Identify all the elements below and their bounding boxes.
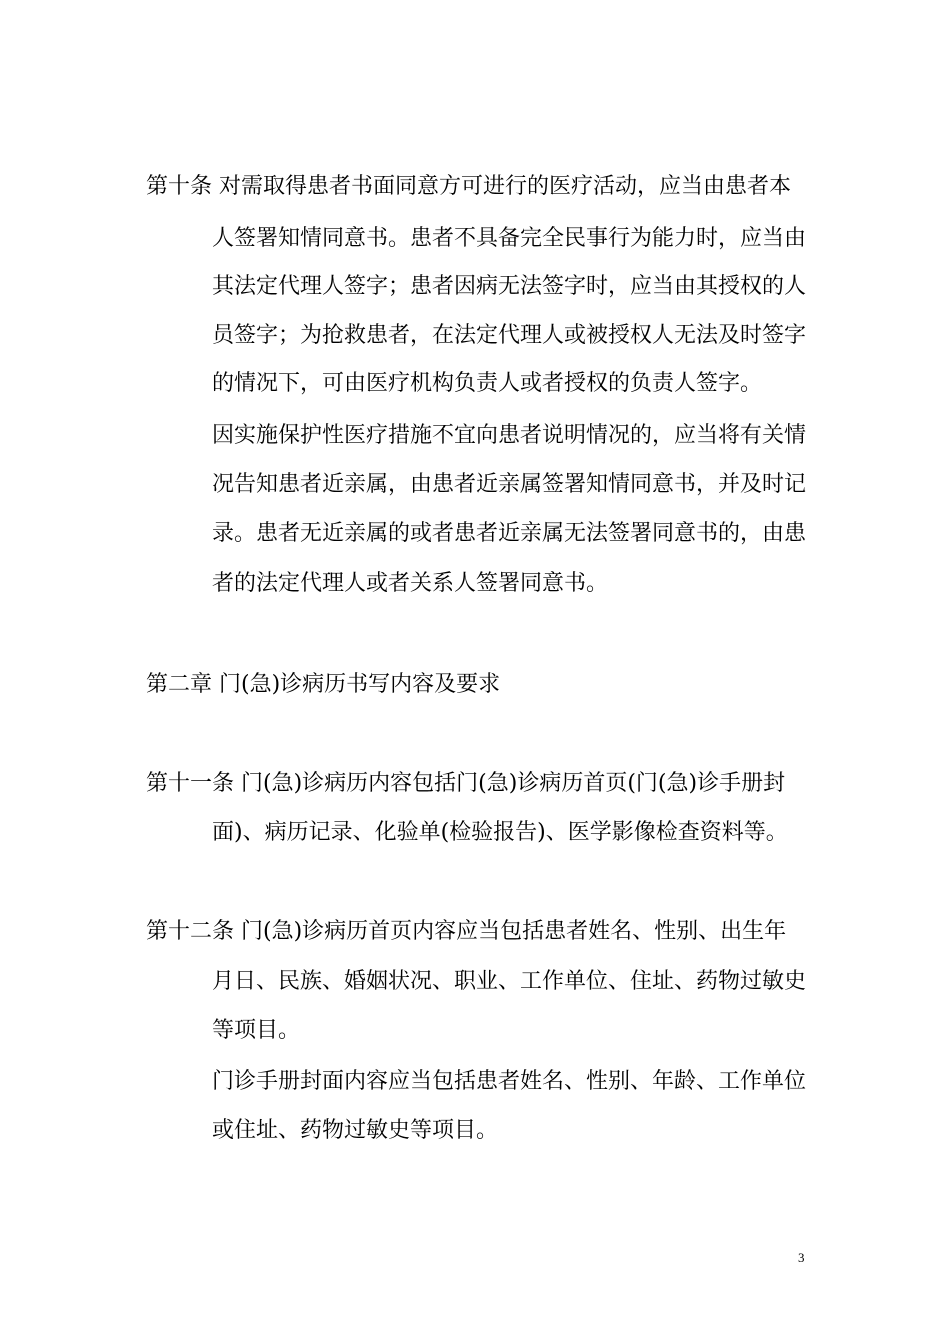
chapter-2-title: 第二章 门(急)诊病历书写内容及要求 — [146, 672, 501, 697]
article-10-line-4: 员签字；为抢救患者，在法定代理人或被授权人无法及时签字 — [212, 323, 807, 348]
article-12-line-2: 月日、民族、婚姻状况、职业、工作单位、住址、药物过敏史 — [212, 969, 807, 994]
article-11-line-2: 面)、病历记录、化验单(检验报告)、医学影像检查资料等。 — [212, 820, 788, 845]
page-number: 3 — [798, 1250, 805, 1265]
article-10-line-1: 第十条 对需取得患者书面同意方可进行的医疗活动，应当由患者本 — [146, 174, 791, 199]
article-10-line-5: 的情况下，可由医疗机构负责人或者授权的负责人签字。 — [212, 371, 763, 396]
article-10-line-7: 况告知患者近亲属，由患者近亲属签署知情同意书，并及时记 — [212, 472, 807, 497]
article-10-line-6: 因实施保护性医疗措施不宜向患者说明情况的，应当将有关情 — [212, 423, 807, 448]
article-12-line-1: 第十二条 门(急)诊病历首页内容应当包括患者姓名、性别、出生年 — [146, 919, 787, 944]
article-10-line-8: 录。患者无近亲属的或者患者近亲属无法签署同意书的，由患 — [212, 521, 807, 546]
article-12-line-5: 或住址、药物过敏史等项目。 — [212, 1118, 499, 1143]
article-10-line-2: 人签署知情同意书。患者不具备完全民事行为能力时，应当由 — [212, 226, 807, 251]
article-10-line-3: 其法定代理人签字；患者因病无法签字时，应当由其授权的人 — [212, 274, 807, 299]
article-10-line-9: 者的法定代理人或者关系人签署同意书。 — [212, 571, 609, 596]
article-12-line-4: 门诊手册封面内容应当包括患者姓名、性别、年龄、工作单位 — [212, 1069, 807, 1094]
article-11-line-1: 第十一条 门(急)诊病历内容包括门(急)诊病历首页(门(急)诊手册封 — [146, 771, 786, 796]
article-12-line-3: 等项目。 — [212, 1018, 301, 1043]
